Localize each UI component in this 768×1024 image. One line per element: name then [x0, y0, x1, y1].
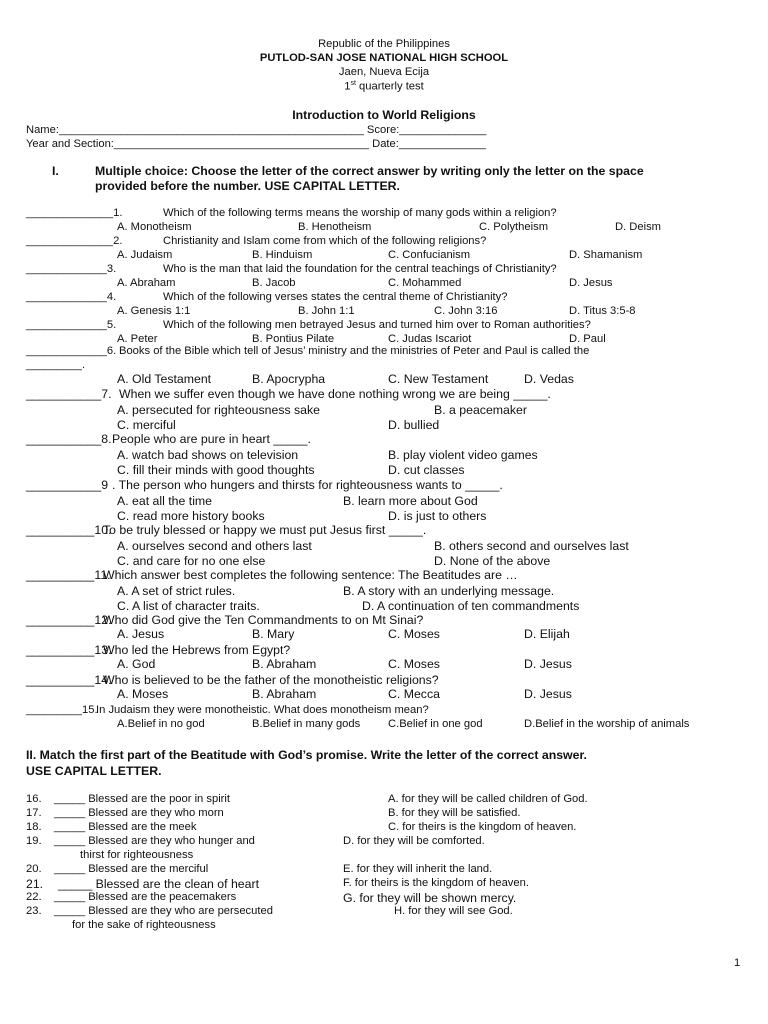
- section-1-instruction: Multiple choice: Choose the letter of the correct answer by writing only the letter on the space: [95, 164, 644, 178]
- answer-blank: __________10.: [26, 523, 112, 537]
- beatitude-text-cont: thirst for righteousness: [80, 849, 194, 861]
- option-d: D. is just to others: [388, 509, 487, 523]
- quarter-label: [0, 80, 768, 93]
- section-2-instruction-cont: USE CAPITAL LETTER.: [26, 764, 162, 778]
- subject-title: Introduction to World Religions: [292, 108, 476, 122]
- section-1-numeral: I.: [52, 164, 59, 178]
- option-a: A. watch bad shows on television: [117, 448, 299, 462]
- option-d: D. A continuation of ten commandments: [362, 599, 580, 613]
- section-2-instruction: II. Match the first part of the Beatitude with God’s promise. Write the letter of the correct answer.: [26, 748, 587, 762]
- option-c: C. read more history books: [117, 509, 265, 523]
- option-c: C.Belief in one god: [388, 718, 483, 730]
- answer-blank: _____________6.: [26, 345, 117, 357]
- option-b: B. Jacob: [252, 277, 296, 289]
- option-c: C. A list of character traits.: [117, 599, 260, 613]
- question-text: Who is believed to be the father of the monotheistic religions?: [103, 673, 439, 687]
- republic-line: Republic of the Philippines: [318, 38, 450, 50]
- option-d: D. Titus 3:5-8: [569, 305, 636, 317]
- option-a: A. ourselves second and others last: [117, 539, 312, 553]
- question-text: Who is the man that laid the foundation for the central teachings of Christianity?: [163, 263, 557, 275]
- question-text: . The person who hungers and thirsts for righteousness wants to _____.: [112, 478, 503, 492]
- matching-number: 23.: [26, 905, 42, 917]
- option-c: C. fill their minds with good thoughts: [117, 463, 315, 477]
- promise-option: F. for theirs is the kingdom of heaven.: [343, 877, 529, 889]
- question-text: Which of the following verses states the central theme of Christianity?: [163, 291, 508, 303]
- promise-option: G. for they will be shown mercy.: [343, 891, 517, 905]
- option-d: D. bullied: [388, 418, 440, 432]
- option-a: A. eat all the time: [117, 494, 213, 508]
- option-b: B. learn more about God: [343, 494, 478, 508]
- answer-blank: _________15.: [26, 704, 98, 716]
- option-c: C. Confucianism: [388, 249, 471, 261]
- question-text: Books of the Bible which tell of Jesus’ ministry and the ministries of Peter and Paul is called the: [119, 345, 590, 357]
- option-b: B. John 1:1: [298, 305, 355, 317]
- page-number: 1: [734, 957, 741, 969]
- beatitude-text: _____ Blessed are they who hunger and: [54, 835, 255, 847]
- option-c: C. New Testament: [388, 372, 489, 386]
- option-c: C. merciful: [117, 418, 176, 432]
- option-c: C. John 3:16: [434, 305, 498, 317]
- option-a: A. persecuted for righteousness sake: [117, 403, 321, 417]
- answer-blank: _____________3.: [26, 263, 117, 275]
- option-d: D. Jesus: [524, 657, 572, 671]
- beatitude-text: _____ Blessed are they who morn: [54, 807, 224, 819]
- answer-blank: __________12.: [26, 613, 112, 627]
- question-text: Christianity and Islam come from which of the following religions?: [163, 235, 487, 247]
- option-d: D. None of the above: [434, 554, 551, 568]
- option-a: A. Peter: [117, 333, 158, 345]
- question-text: Who led the Hebrews from Egypt?: [103, 643, 291, 657]
- question-text-cont: _________.: [26, 359, 86, 371]
- beatitude-text: _____ Blessed are the merciful: [54, 863, 209, 875]
- answer-blank: _____________4.: [26, 291, 117, 303]
- option-b: B. others second and ourselves last: [434, 539, 629, 553]
- answer-blank: ______________2.: [26, 235, 123, 247]
- option-c: C. and care for no one else: [117, 554, 266, 568]
- option-a: A. Abraham: [117, 277, 176, 289]
- option-c: C. Mohammed: [388, 277, 462, 289]
- option-a: A. God: [117, 657, 156, 671]
- option-d: D.Belief in the worship of animals: [524, 718, 690, 730]
- name-score-line: Name:_________________________________________________ Score:______________: [26, 124, 487, 136]
- question-text: People who are pure in heart _____.: [112, 432, 311, 446]
- promise-option: E. for they will inherit the land.: [343, 863, 493, 875]
- option-b: B. Henotheism: [298, 221, 372, 233]
- option-b: B. Mary: [252, 627, 295, 641]
- option-c: C. Polytheism: [479, 221, 549, 233]
- matching-number: 22.: [26, 891, 42, 903]
- answer-blank: ___________8.: [26, 432, 112, 446]
- answer-blank: ___________9: [26, 478, 109, 492]
- answer-blank: _____________5.: [26, 319, 117, 331]
- matching-number: 16.: [26, 793, 42, 805]
- question-text: Which answer best completes the following sentence: The Beatitudes are …: [103, 568, 518, 582]
- option-a: A. Genesis 1:1: [117, 305, 191, 317]
- promise-option: B. for they will be satisfied.: [388, 807, 521, 819]
- question-text: Which of the following men betrayed Jesus and turned him over to Roman authorities?: [163, 319, 591, 331]
- beatitude-text: _____ Blessed are the clean of heart: [58, 877, 259, 891]
- option-b: B. A story with an underlying message.: [343, 584, 555, 598]
- section-1-instruction-cont: provided before the number. USE CAPITAL LETTER.: [95, 179, 400, 193]
- question-text: Which of the following terms means the worship of many gods within a religion?: [163, 207, 557, 219]
- option-b: B. a peacemaker: [434, 403, 527, 417]
- option-b: B. Hinduism: [252, 249, 313, 261]
- promise-option: C. for theirs is the kingdom of heaven.: [388, 821, 577, 833]
- question-text: Who did God give the Ten Commandments to on Mt Sinai?: [103, 613, 424, 627]
- option-d: D. Shamanism: [569, 249, 643, 261]
- promise-option: D. for they will be comforted.: [343, 835, 485, 847]
- option-d: D. Jesus: [524, 687, 572, 701]
- beatitude-text: _____ Blessed are the meek: [54, 821, 197, 833]
- matching-number: 21.: [26, 877, 44, 891]
- quarter-superscript: st: [350, 80, 356, 87]
- option-a: A. Old Testament: [117, 372, 212, 386]
- year-date-line: Year and Section:_________________________________________ Date:______________: [26, 138, 486, 150]
- answer-blank: ___________7.: [26, 387, 112, 401]
- option-a: A. Jesus: [117, 627, 165, 641]
- beatitude-text: _____ Blessed are the poor in spirit: [54, 793, 231, 805]
- option-b: B.Belief in many gods: [252, 718, 361, 730]
- option-b: B. Abraham: [252, 687, 317, 701]
- option-b: B. play violent video games: [388, 448, 538, 462]
- option-c: C. Mecca: [388, 687, 440, 701]
- promise-option: H. for they will see God.: [394, 905, 513, 917]
- option-c: C. Moses: [388, 657, 440, 671]
- matching-number: 18.: [26, 821, 42, 833]
- option-d: D. cut classes: [388, 463, 465, 477]
- matching-number: 17.: [26, 807, 42, 819]
- option-d: D. Paul: [569, 333, 606, 345]
- answer-blank: __________13.: [26, 643, 112, 657]
- answer-blank: ______________1.: [26, 207, 123, 219]
- matching-number: 20.: [26, 863, 42, 875]
- option-b: B. Apocrypha: [252, 372, 326, 386]
- question-text: To be truly blessed or happy we must put Jesus first _____.: [103, 523, 427, 537]
- question-text: When we suffer even though we have done nothing wrong we are being _____.: [119, 387, 551, 401]
- quarter-number: 1: [344, 80, 351, 93]
- option-c: C. Moses: [388, 627, 440, 641]
- option-a: A. Judaism: [117, 249, 173, 261]
- beatitude-text-cont: for the sake of righteousness: [72, 919, 216, 931]
- question-text: In Judaism they were monotheistic. What does monotheism mean?: [96, 704, 429, 716]
- answer-blank: __________14.: [26, 673, 112, 687]
- school-name: PUTLOD-SAN JOSE NATIONAL HIGH SCHOOL: [259, 52, 509, 64]
- school-location: Jaen, Nueva Ecija: [338, 66, 430, 78]
- beatitude-text: _____ Blessed are they who are persecuted: [54, 905, 273, 917]
- option-b: B. Pontius Pilate: [252, 333, 335, 345]
- option-a: A. Moses: [117, 687, 169, 701]
- answer-blank: __________11.: [26, 568, 111, 582]
- option-c: C. Judas Iscariot: [388, 333, 472, 345]
- option-b: B. Abraham: [252, 657, 317, 671]
- option-d: D. Vedas: [524, 372, 574, 386]
- promise-option: A. for they will be called children of God.: [388, 793, 588, 805]
- option-a: A.Belief in no god: [117, 718, 205, 730]
- matching-number: 19.: [26, 835, 42, 847]
- option-d: D. Deism: [615, 221, 661, 233]
- beatitude-text: _____ Blessed are the peacemakers: [54, 891, 237, 903]
- option-d: D. Elijah: [524, 627, 570, 641]
- option-d: D. Jesus: [569, 277, 613, 289]
- option-a: A. Monotheism: [117, 221, 192, 233]
- option-a: A. A set of strict rules.: [117, 584, 236, 598]
- quarter-text: quarterly test: [355, 80, 424, 93]
